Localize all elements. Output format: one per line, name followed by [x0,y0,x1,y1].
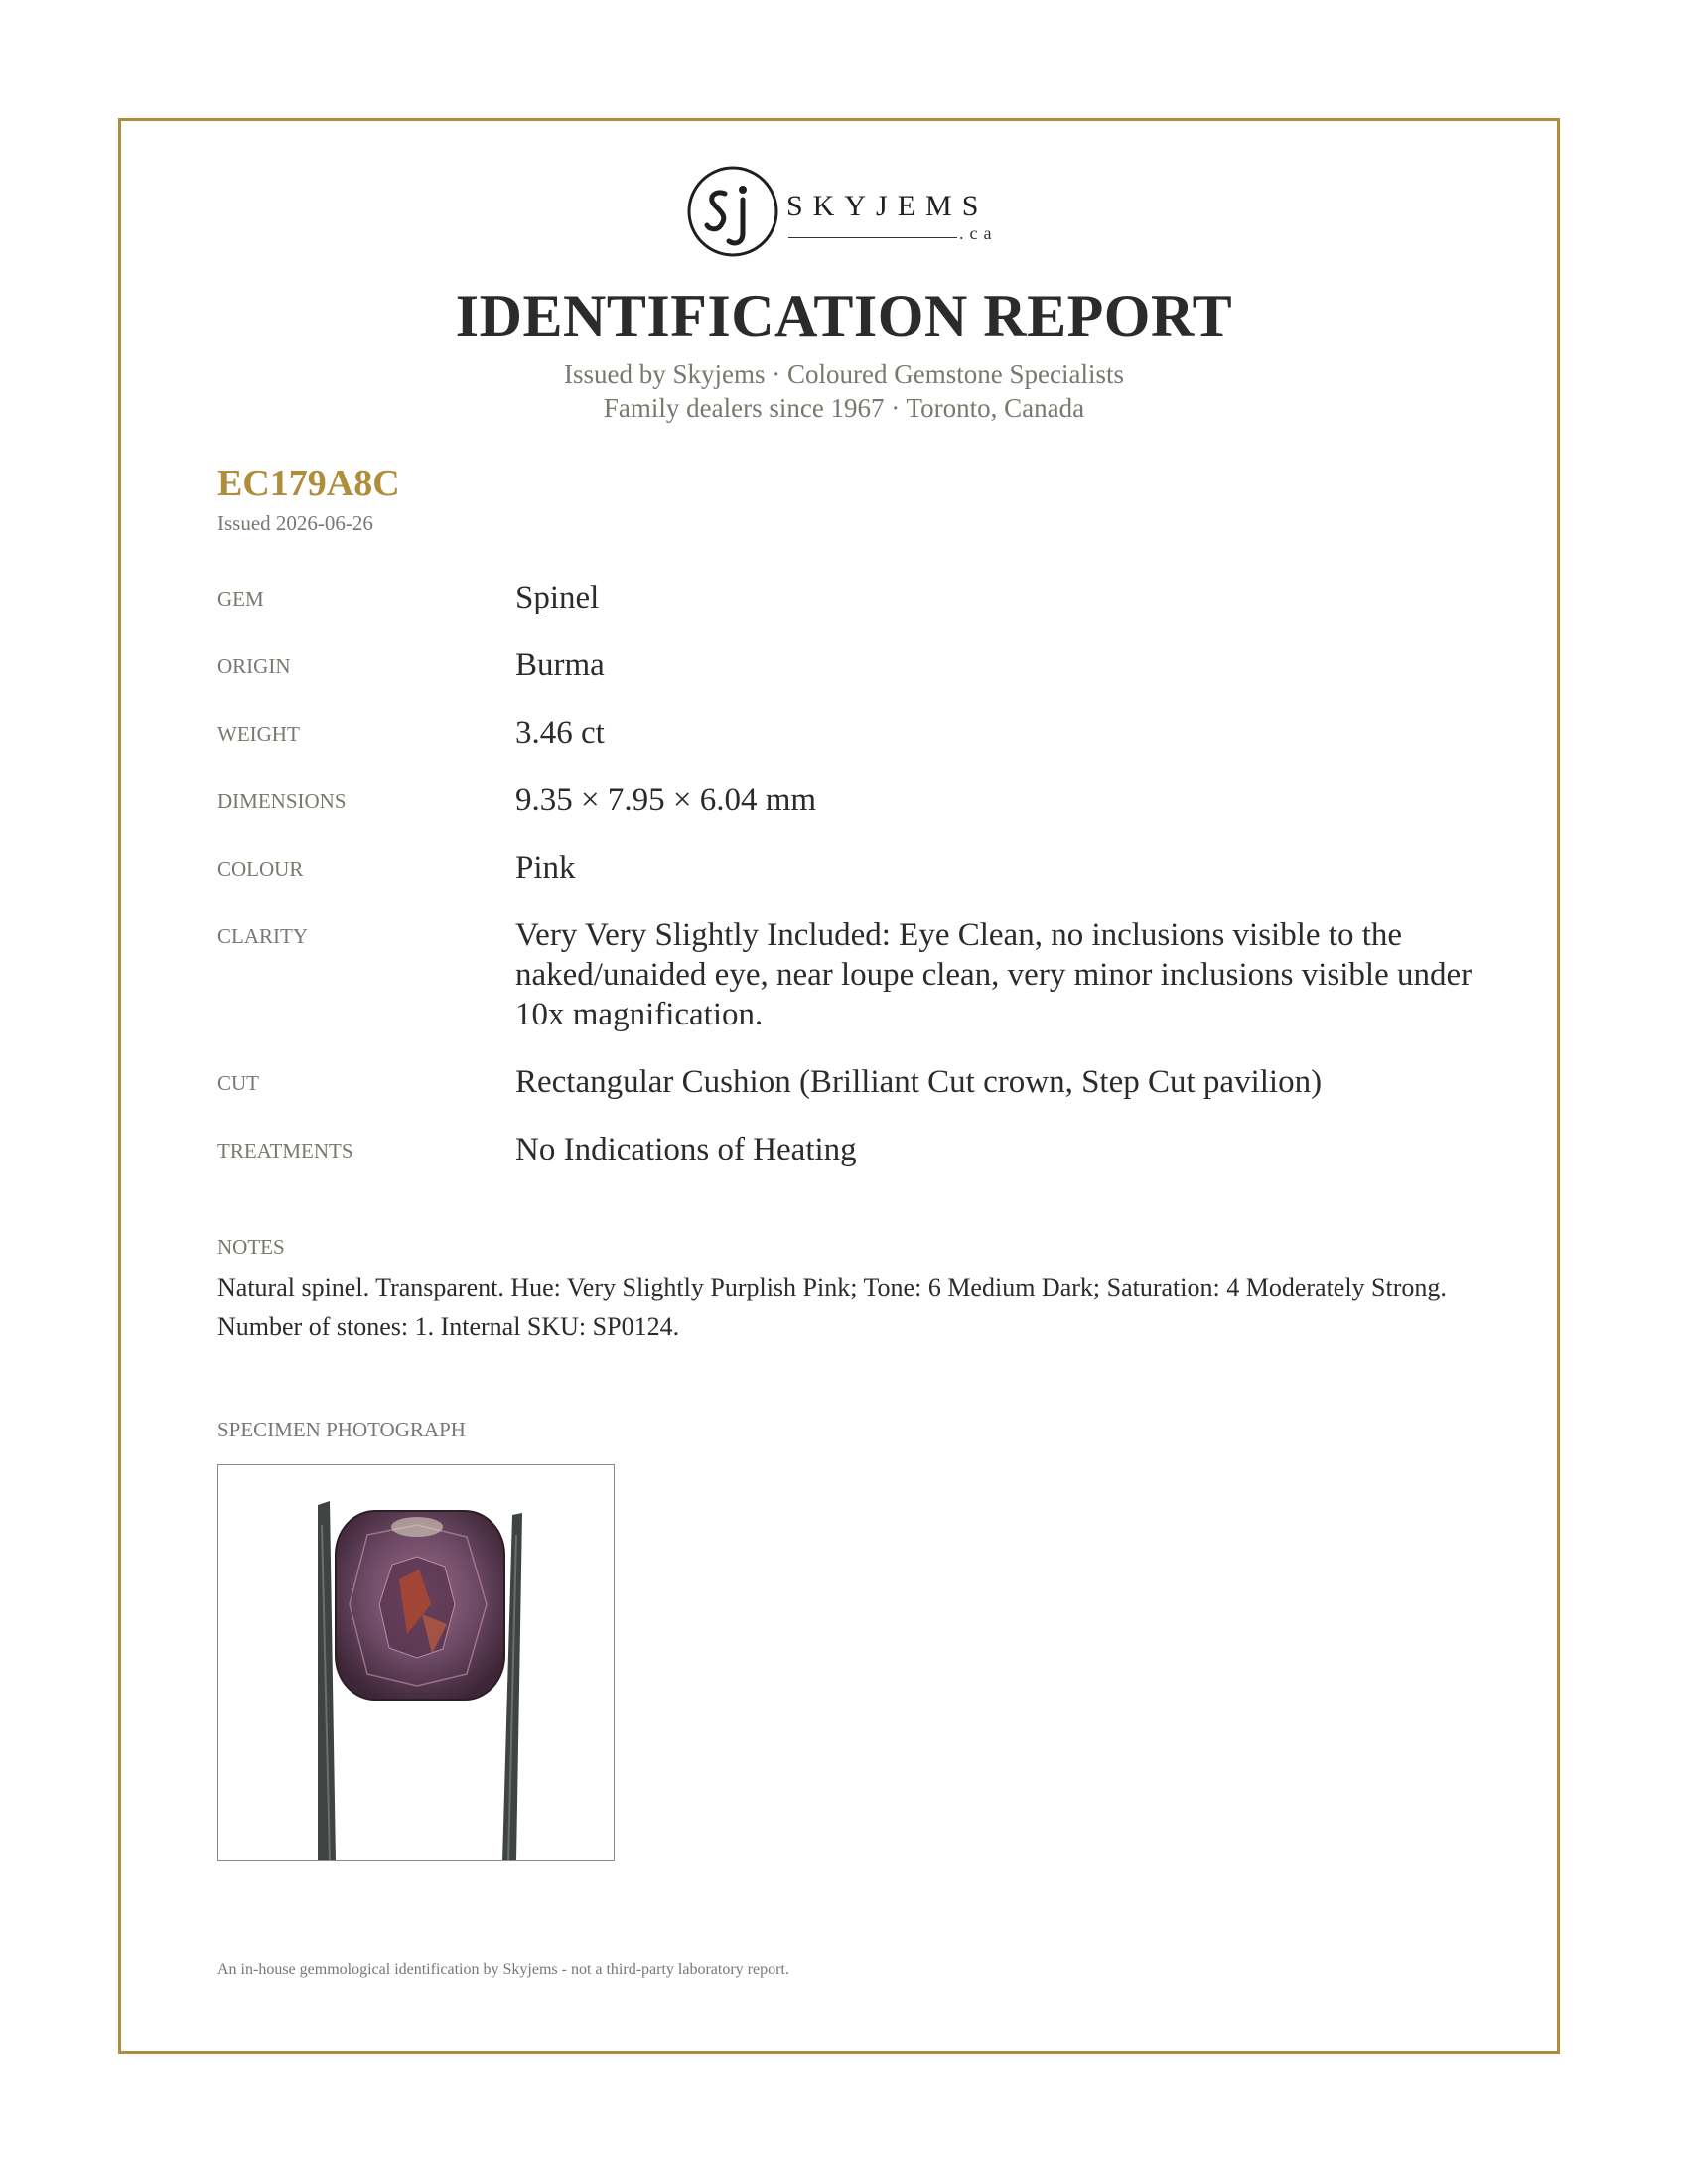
specimen-photo [217,1464,615,1861]
field-value: 9.35 × 7.95 × 6.04 mm [515,782,817,818]
photo-label: SPECIMEN PHOTOGRAPH [217,1418,466,1441]
brand-rule [788,237,957,238]
field-label: COLOUR [217,857,304,881]
report-number: EC179A8C [217,463,400,504]
field-label: GEM [217,587,264,611]
field-label: WEIGHT [217,722,300,746]
disclaimer: An in-house gemmological identification by Skyjems - not a third-party laboratory report. [217,1961,789,1978]
dealer-line: Family dealers since 1967 · Toronto, Canada [603,393,1085,423]
field-label: CLARITY [217,924,308,948]
skyjems-logo [685,164,1013,263]
field-label: DIMENSIONS [217,789,347,813]
notes-text: Natural spinel. Transparent. Hue: Very Slightly Purplish Pink; Tone: 6 Medium Dark; Saturation: 4 Moderately Strong. Number of stones: 1. Internal SKU: SP0124. [217,1273,1447,1341]
brand-suffix: .ca [959,223,998,243]
field-value: No Indications of Heating [515,1132,857,1167]
issue-date: Issued 2026-06-26 [217,511,373,535]
field-label: ORIGIN [217,654,291,678]
field-value: 3.46 ct [515,715,605,751]
field-value: Burma [515,647,605,683]
sj-monogram-icon [685,164,780,259]
field-label: TREATMENTS [217,1139,353,1162]
field-value: Pink [515,850,576,886]
notes-label: NOTES [217,1235,285,1259]
brand-name: SKYJEMS [786,190,989,222]
spinel-gem-image [218,1465,615,1861]
field-value: Spinel [515,580,600,615]
report-title: IDENTIFICATION REPORT [455,283,1233,348]
field-value: Very Very Slightly Included: Eye Clean, no inclusions visible to the naked/unaided eye, near loupe clean, very minor inclusions visible under 10x magnification. [515,917,1473,1032]
field-label: CUT [217,1071,259,1095]
issuer-line: Issued by Skyjems · Coloured Gemstone Specialists [564,359,1124,389]
field-value: Rectangular Cushion (Brilliant Cut crown, Step Cut pavilion) [515,1064,1323,1100]
